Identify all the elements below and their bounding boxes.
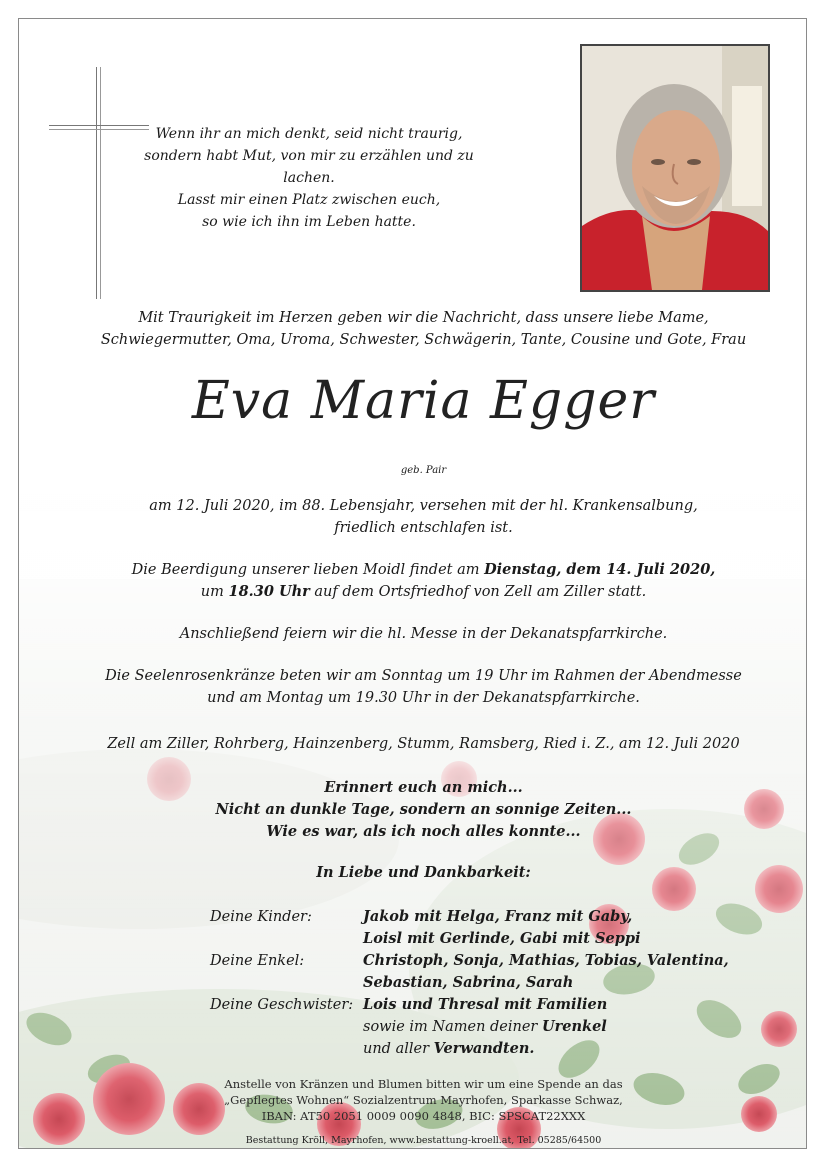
places-and-date: Zell am Ziller, Rohrberg, Hainzenberg, Stumm, Ramsberg, Ried i. Z., am 12. Juli 2020 xyxy=(107,736,740,752)
siblings-names: Lois und Thresal mit Familien xyxy=(363,996,608,1013)
funeral-text: Die Beerdigung unserer lieben Moidl findet am xyxy=(131,562,485,578)
cross-symbol xyxy=(96,67,97,299)
children-row-2 xyxy=(210,928,730,950)
grandchildren-label: Deine Enkel: xyxy=(210,953,305,969)
on-behalf-text: sowie im Namen deiner xyxy=(363,1019,542,1035)
mourners-list xyxy=(210,906,730,1060)
death-notice xyxy=(79,495,768,539)
donation-line: Anstelle von Kränzen und Blumen bitten wir um eine Spende an das xyxy=(224,1077,623,1091)
deceased-name: Eva Maria Egger xyxy=(191,371,656,431)
rosary-line: und am Montag um 19.30 Uhr in der Dekanatspfarrkirche. xyxy=(207,690,640,706)
siblings-row xyxy=(210,994,730,1016)
mass-notice: Anschließend feiern wir die hl. Messe in der Dekanatspfarrkirche. xyxy=(179,626,668,642)
children-label: Deine Kinder: xyxy=(210,909,312,925)
verse-line: Wie es war, als ich noch alles konnte... xyxy=(266,823,581,840)
grandchildren-row-2 xyxy=(210,972,730,994)
verse-line: Wenn ihr an mich denkt, seid nicht traurig, xyxy=(155,126,463,142)
intro-line: Schwiegermutter, Oma, Uroma, Schwester, Schwägerin, Tante, Cousine und Gote, Frau xyxy=(100,332,747,348)
funeral-time: 18.30 Uhr xyxy=(228,583,310,600)
funeral-place: auf dem Ortsfriedhof von Zell am Ziller statt. xyxy=(309,584,647,600)
verse-line: so wie ich ihn im Leben hatte. xyxy=(202,214,416,230)
grandchildren-row xyxy=(210,950,730,972)
birth-name: geb. Pair xyxy=(400,465,447,476)
relatives-row xyxy=(210,1038,730,1060)
great-grandchildren: Urenkel xyxy=(541,1018,607,1035)
rosary-notice xyxy=(79,665,768,709)
children-names-2: Loisl mit Gerlinde, Gabi mit Seppi xyxy=(363,930,641,947)
funeral-text: um xyxy=(200,584,229,600)
rosary-line: Die Seelenrosenkränze beten wir am Sonntag um 19 Uhr im Rahmen der Abendmesse xyxy=(105,668,742,684)
grandchildren-names-2: Sebastian, Sabrina, Sarah xyxy=(363,974,574,991)
donation-notice xyxy=(79,1076,768,1124)
verse-line: Erinnert euch an mich... xyxy=(324,779,523,796)
donation-line: IBAN: AT50 2051 0009 0090 4848, BIC: SPSCAT22XXX xyxy=(261,1109,586,1123)
portrait-photo xyxy=(580,44,770,292)
verse-line: Nicht an dunkle Tage, sondern an sonnige Zeiten... xyxy=(215,801,632,818)
donation-line: „Gepflegtes Wohnen“ Sozialzentrum Mayrhofen, Sparkasse Schwaz, xyxy=(224,1093,623,1107)
death-line: friedlich entschlafen ist. xyxy=(334,520,513,536)
funeral-line xyxy=(79,581,768,603)
grandchildren-names: Christoph, Sonja, Mathias, Tobias, Valentina, xyxy=(363,952,729,969)
funeral-details xyxy=(79,559,768,603)
death-line: am 12. Juli 2020, im 88. Lebensjahr, versehen mit der hl. Krankensalbung, xyxy=(149,498,698,514)
and-all-text: und aller xyxy=(363,1041,434,1057)
children-row xyxy=(210,906,730,928)
verse-line: Lasst mir einen Platz zwischen euch, xyxy=(177,192,441,208)
children-names: Jakob mit Helga, Franz mit Gaby, xyxy=(363,908,633,925)
relatives: Verwandten. xyxy=(433,1040,535,1057)
great-grandchildren-row xyxy=(210,1016,730,1038)
verse-line: sondern habt Mut, von mir zu erzählen und zu lachen. xyxy=(144,148,474,186)
funeral-line xyxy=(79,559,768,581)
closing-verse xyxy=(79,777,768,843)
closing-line: In Liebe und Dankbarkeit: xyxy=(316,864,531,881)
intro-line: Mit Traurigkeit im Herzen geben wir die Nachricht, dass unsere liebe Mame, xyxy=(138,310,709,326)
announcement-intro xyxy=(79,307,768,351)
siblings-label: Deine Geschwister: xyxy=(210,997,354,1013)
funeral-date: Dienstag, dem 14. Juli 2020, xyxy=(484,561,716,578)
funeral-home-imprint: Bestattung Kröll, Mayrhofen, www.bestattung-kroell.at, Tel. 05285/64500 xyxy=(245,1135,602,1146)
cross-symbol-line xyxy=(100,67,101,299)
parte-page xyxy=(18,18,807,1149)
opening-verse xyxy=(129,123,489,233)
